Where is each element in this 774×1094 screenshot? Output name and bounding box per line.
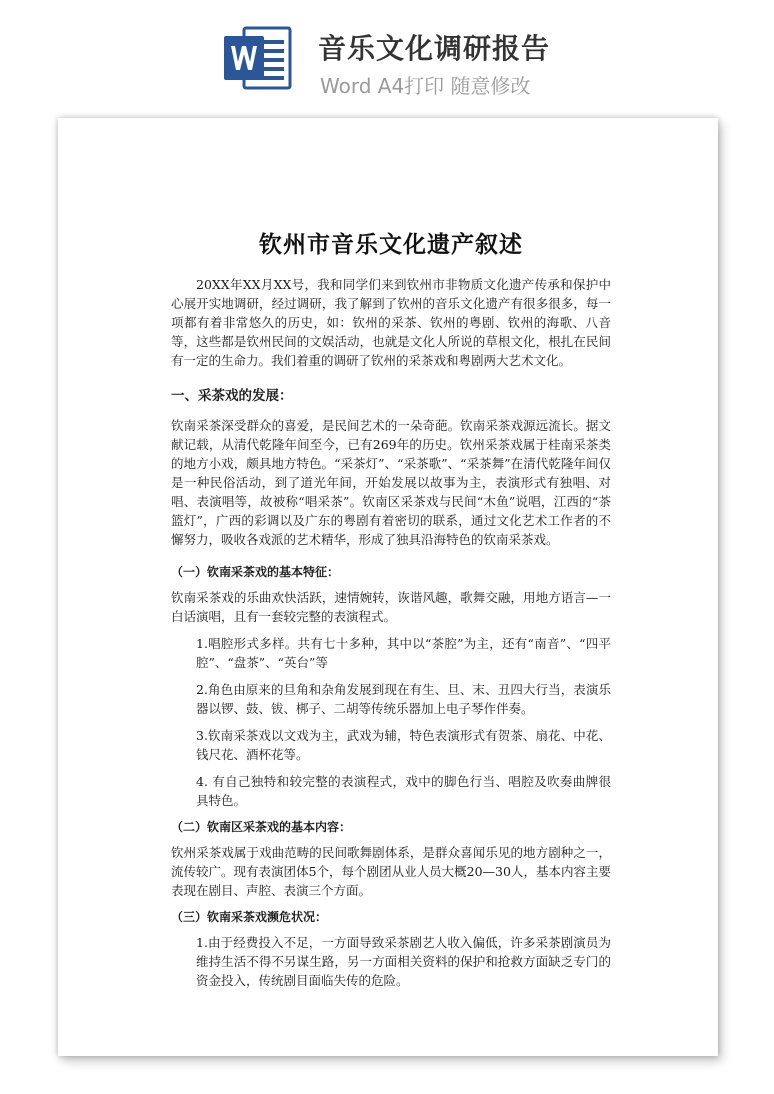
header	[0, 0, 774, 110]
section-paragraph: 钦南采茶深受群众的喜爱，是民间艺术的一朵奇葩。钦南采茶戏源远流长。据文献记载，从清代乾隆年间至今，已有269年的历史。钦州采茶戏属于桂南采茶类的地方小戏，颇具地方特色。“采茶灯”、“采茶歌”、“采茶舞”在清代乾隆年间仅是一种民俗活动，到了道光年间，开始发展以故事为主，表演形式有独唱、对唱、表演唱等，故被称“唱采茶”。钦南区采茶戏与民间“木鱼”说唱，江西的“茶篮灯”，广西的彩调以及广东的粤剧有着密切的联系，通过文化艺术工作者的不懈努力，吸收各戏派的艺术精华，形成了独具沿海特色的钦南采茶戏。	[171, 418, 611, 547]
document-title: 钦州市音乐文化遗产叙述	[259, 231, 523, 258]
document-page	[58, 118, 718, 1056]
subsection-heading: （一）钦南采茶戏的基本特征：	[171, 565, 340, 579]
list-item: 1.由于经费投入不足，一方面导致采茶剧艺人收入偏低，许多采茶剧演员为维持生活不得不另谋生路，另一方面相关资料的保护和抢救方面缺乏专门的资金投入，传统剧目面临失传的危险。	[196, 935, 611, 988]
list-item: 1.唱腔形式多样。共有七十多种，其中以“茶腔”为主，还有“南音”、“四平腔”、“盘茶”、“英台”等	[196, 636, 611, 670]
subsection-heading: （三）钦南采茶戏濒危状况：	[171, 910, 328, 924]
list-item: 2.角色由原来的旦角和杂角发展到现在有生、旦、末、丑四大行当，表演乐器以锣、鼓、钹、梆子、二胡等传统乐器加上电子琴作伴奏。	[196, 682, 611, 716]
subsection-paragraph: 钦南采茶戏的乐曲欢快活跃，速情婉转，诙谐风趣，歌舞交融，用地方语言—一白话演唱，且有一套较完整的表演程式。	[171, 590, 611, 624]
word-icon	[222, 22, 294, 94]
intro-paragraph: 20XX年XX月XX号，我和同学们来到钦州市非物质文化遗产传承和保护中心展开实地调研，经过调研，我了解到了钦州的音乐文化遗产有很多很多，每一项都有着非常悠久的历史，如：钦州的采茶、钦州的粤剧、钦州的海歌、八音等，这些都是钦州民间的文娱活动，也就是文化人所说的草根文化，根扎在民间有一定的生命力。我们着重的调研了钦州的采茶戏和粤剧两大艺术文化。	[171, 277, 611, 368]
document-content	[171, 226, 611, 990]
watermark: ​	[87, 451, 109, 480]
subsection-paragraph: 钦州采茶戏属于戏曲范畴的民间歌舞剧体系，是群众喜闻乐见的地方剧种之一，流传较广。现有表演团体5个，每个剧团从业人员大概20—30人，基本内容主要表现在剧目、声腔、表演三个方面。	[171, 845, 611, 898]
list-item: 3.钦南采茶戏以文戏为主，武戏为辅，特色表演形式有贺茶、扇花、中花、钱尺花、酒杯花等。	[196, 728, 611, 762]
subsection-heading: （二）钦南区采茶戏的基本内容：	[171, 820, 352, 834]
report-title: 音乐文化调研报告	[318, 32, 551, 65]
report-subtitle: Word A4打印 随意修改	[320, 74, 531, 98]
section-heading: 一、采茶戏的发展：	[171, 388, 293, 404]
list-item: 4. 有自己独特和较完整的表演程式，戏中的脚色行当、唱腔及吹奏曲牌很具特色。	[196, 774, 611, 808]
